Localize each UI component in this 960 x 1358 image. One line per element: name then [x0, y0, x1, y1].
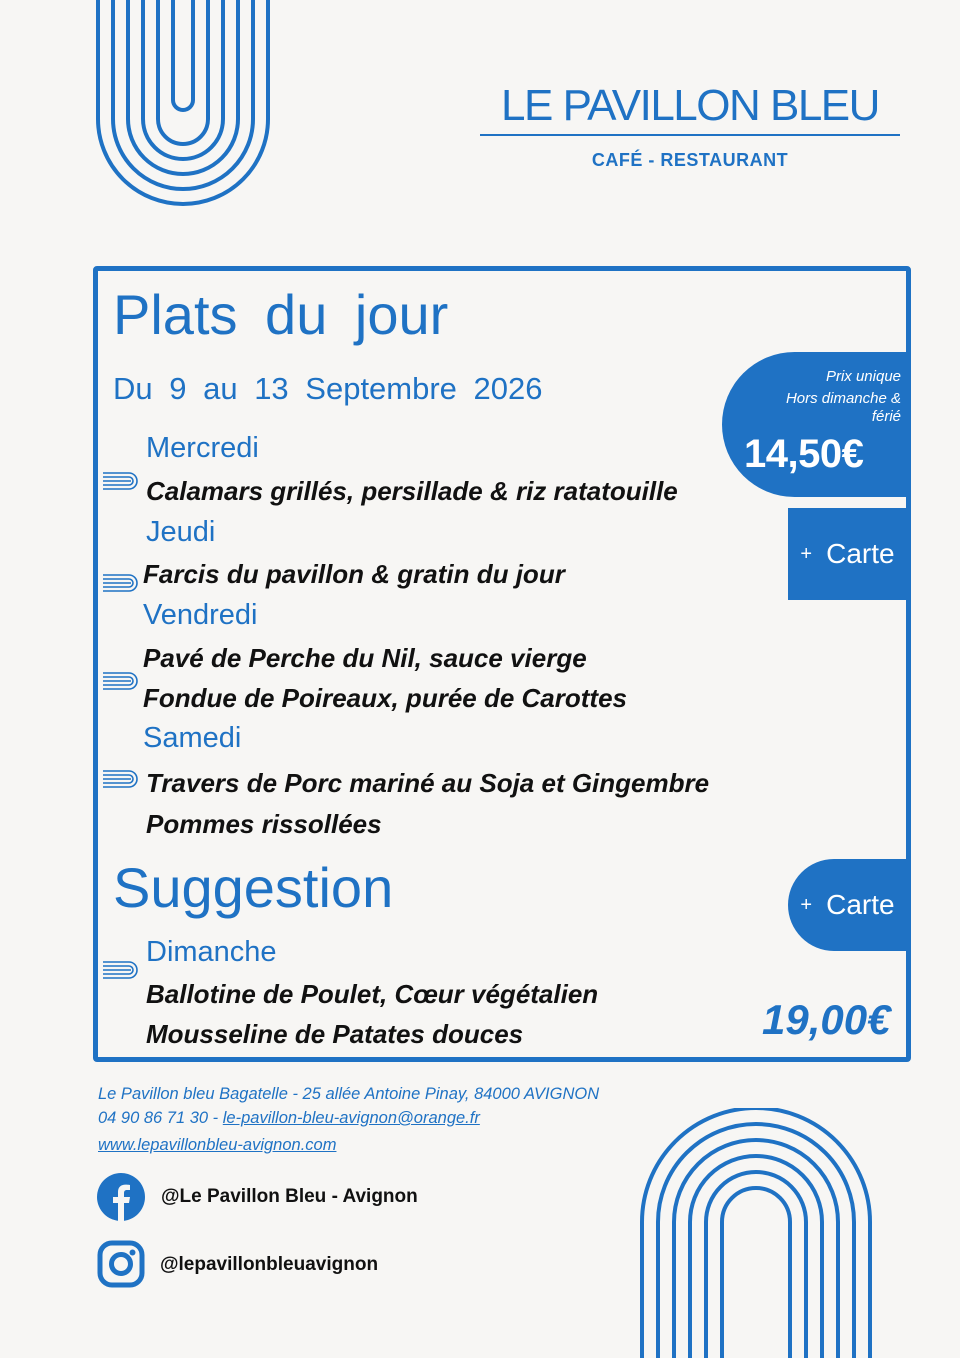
suggestion-carte-button[interactable] [788, 859, 907, 951]
footer-email-link[interactable]: le-pavillon-bleu-avignon@orange.fr [222, 1109, 480, 1127]
price-badge [722, 352, 911, 497]
facebook-handle[interactable]: @Le Pavillon Bleu - Avignon [161, 1186, 418, 1207]
day-label-vendredi: Vendredi [143, 599, 258, 631]
suggestion-price: 19,00€ [762, 996, 891, 1043]
dish-mercredi-1: Calamars grillés, persillade & riz ratatouille [146, 476, 678, 506]
dish-dimanche-2: Mousseline de Patates douces [146, 1019, 524, 1049]
arrow-bullet-icon [103, 959, 139, 981]
price-note-line2: Hors dimanche & [785, 390, 901, 407]
dish-dimanche-1: Ballotine de Poulet, Cœur végétalien [146, 979, 599, 1009]
price-note-line3: férié [871, 408, 901, 425]
arrow-bullet-icon [103, 470, 139, 492]
brand-subtitle: CAFÉ - RESTAURANT [591, 150, 789, 170]
facebook-icon[interactable] [97, 1173, 145, 1221]
carte-button-label: Carte [826, 538, 895, 569]
brand-header [480, 82, 900, 171]
menu-title: Plats du jour [113, 283, 449, 346]
day-label-samedi: Samedi [143, 722, 242, 754]
dish-vendredi-1: Pavé de Perche du Nil, sauce vierge [143, 643, 587, 673]
day-label-dimanche: Dimanche [146, 936, 277, 968]
carte-button[interactable] [788, 508, 907, 600]
brand-name: LE PAVILLON BLEU [501, 81, 879, 130]
arrow-bullet-icon [103, 768, 139, 790]
brand-divider [480, 134, 900, 136]
footer-address: Le Pavillon bleu Bagatelle - 25 allée Antoine Pinay, 84000 AVIGNON [98, 1085, 600, 1103]
carte-button-label: Carte [826, 889, 895, 920]
dish-samedi-2: Pommes rissollées [146, 809, 382, 839]
menu-dates: Du 9 au 13 Septembre 2026 [113, 371, 543, 406]
price-value: 14,50€ [744, 432, 864, 476]
price-note-line1: Prix unique [825, 368, 901, 385]
plus-icon: + [800, 542, 813, 565]
day-label-mercredi: Mercredi [146, 432, 259, 464]
instagram-handle[interactable]: @lepavillonbleuavignon [160, 1254, 379, 1275]
dish-samedi-1: Travers de Porc mariné au Soja et Gingembre [146, 768, 710, 798]
top-arches-decoration [90, 0, 276, 212]
dish-vendredi-2: Fondue de Poireaux, purée de Carottes [143, 683, 627, 713]
day-label-jeudi: Jeudi [146, 516, 216, 548]
plus-icon: + [800, 893, 813, 916]
suggestion-title: Suggestion [113, 856, 394, 919]
footer-contact [98, 1109, 480, 1128]
instagram-icon[interactable] [97, 1240, 145, 1288]
price-note [741, 366, 901, 428]
arrow-bullet-icon [103, 572, 139, 594]
footer-website-link[interactable]: www.lepavillonbleu-avignon.com [98, 1136, 337, 1154]
arrow-bullet-icon [103, 670, 139, 692]
dish-jeudi-1: Farcis du pavillon & gratin du jour [143, 559, 565, 589]
footer-phone: 04 90 86 71 30 - [98, 1109, 223, 1127]
bottom-arches-decoration [636, 1108, 876, 1358]
